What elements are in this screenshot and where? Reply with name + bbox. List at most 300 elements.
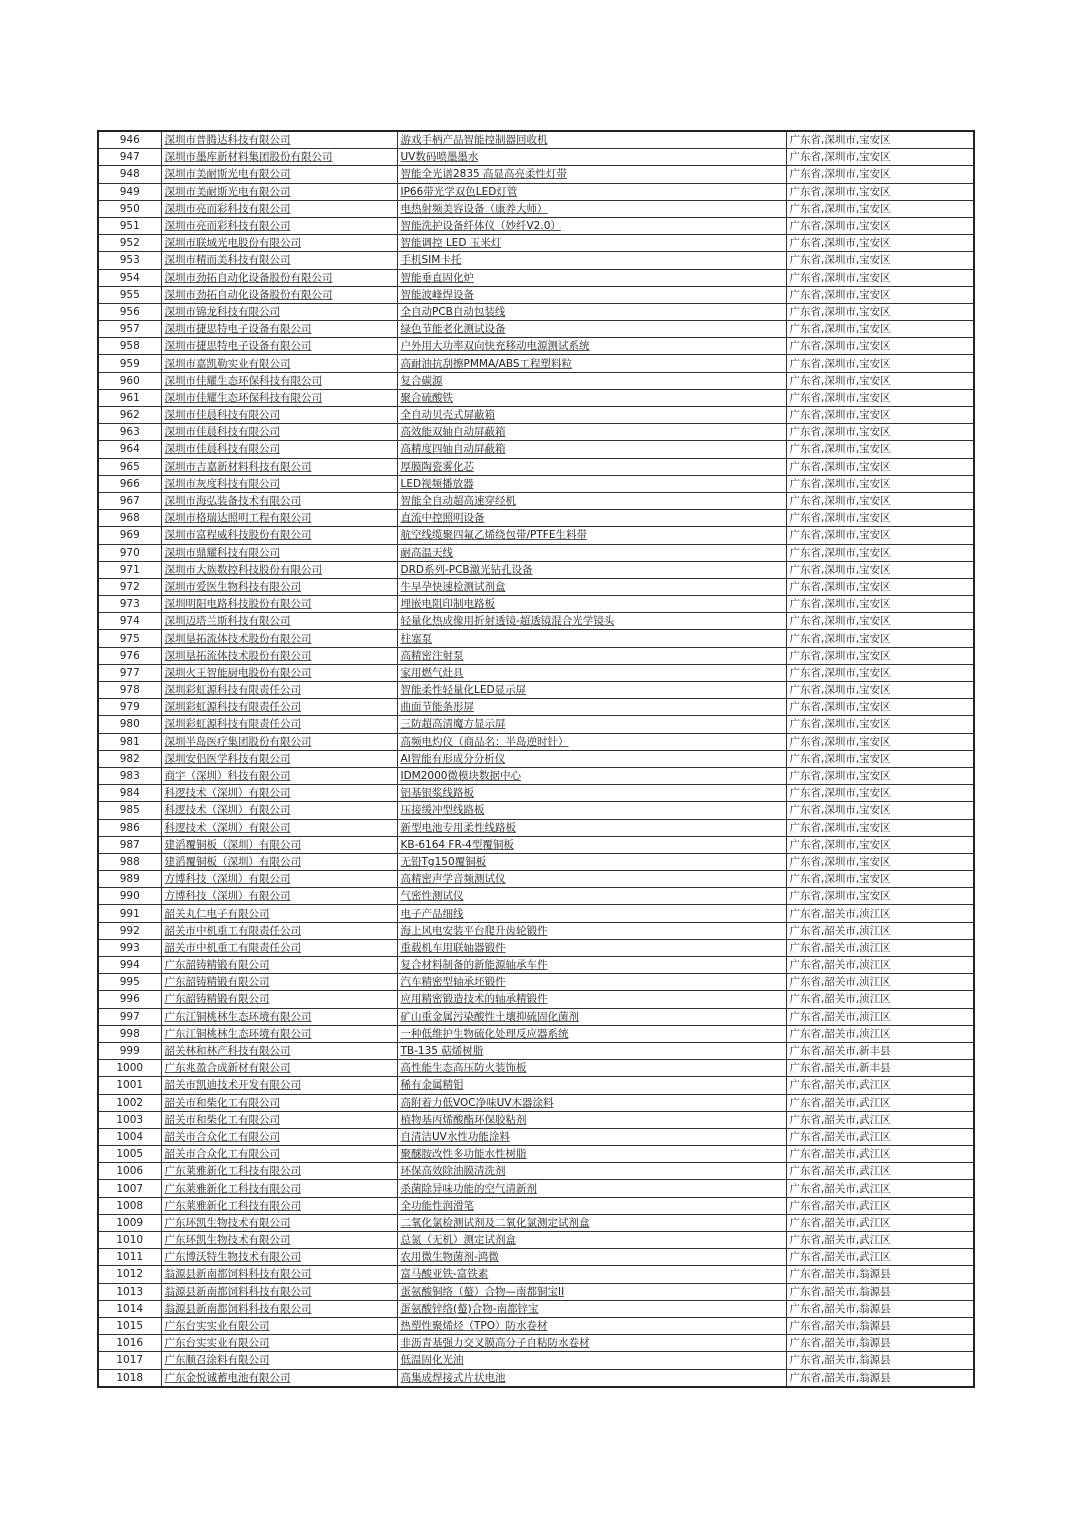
company-name-cell: 广东韶铸精锻有限公司 (161, 957, 397, 974)
region-cell: 广东省,韶关市,武江区 (786, 1128, 974, 1145)
product-name-cell: 智能调控 LED 玉米灯 (397, 235, 786, 252)
company-name-cell: 韶关市和柴化工有限公司 (161, 1111, 397, 1128)
company-name-cell: 广东莱雅新化工科技有限公司 (161, 1180, 397, 1197)
region-cell: 广东省,深圳市,宝安区 (786, 819, 974, 836)
table-row (98, 939, 974, 956)
region-cell: 广东省,深圳市,宝安区 (786, 871, 974, 888)
region-cell: 广东省,深圳市,宝安区 (786, 802, 974, 819)
company-name-cell: 深圳市锦龙科技有限公司 (161, 303, 397, 320)
row-number-cell: 1000 (98, 1060, 161, 1077)
table-row (98, 492, 974, 509)
row-number-cell: 999 (98, 1042, 161, 1059)
row-number-cell: 970 (98, 544, 161, 561)
product-name-cell: 高精度四轴自动屏蔽箱 (397, 441, 786, 458)
region-cell: 广东省,深圳市,宝安区 (786, 596, 974, 613)
company-name-cell: 广东江铜桃林生态环境有限公司 (161, 1008, 397, 1025)
region-cell: 广东省,韶关市,武江区 (786, 1214, 974, 1231)
region-cell: 广东省,深圳市,宝安区 (786, 407, 974, 424)
row-number-cell: 982 (98, 750, 161, 767)
product-name-cell: 三防超高清魔方显示屏 (397, 716, 786, 733)
product-name-cell: LED视频播放器 (397, 475, 786, 492)
company-name-cell: 深圳彩虹源科技有限责任公司 (161, 716, 397, 733)
table-row (98, 338, 974, 355)
row-number-cell: 947 (98, 149, 161, 166)
row-number-cell: 992 (98, 922, 161, 939)
company-name-cell: 深圳市佳耀生态环保科技有限公司 (161, 389, 397, 406)
row-number-cell: 991 (98, 905, 161, 922)
company-name-cell: 科逻技术（深圳）有限公司 (161, 802, 397, 819)
row-number-cell: 979 (98, 699, 161, 716)
product-name-cell: 聚醚胺改性多功能水性树脂 (397, 1146, 786, 1163)
row-number-cell: 1014 (98, 1300, 161, 1317)
company-name-cell: 深圳市吉嘉新材料科技有限公司 (161, 458, 397, 475)
table-row (98, 1369, 974, 1387)
row-number-cell: 955 (98, 286, 161, 303)
product-name-cell: 矿山重金属污染酸性土壤抑硫固化菌剂 (397, 1008, 786, 1025)
table-row (98, 235, 974, 252)
table-row (98, 1163, 974, 1180)
company-name-cell: 韶关市凯迪技术开发有限公司 (161, 1077, 397, 1094)
region-cell: 广东省,深圳市,宝安区 (786, 716, 974, 733)
table-row (98, 819, 974, 836)
product-name-cell: 轻量化热成像用折射透镜-超透镜混合光学镜头 (397, 613, 786, 630)
row-number-cell: 996 (98, 991, 161, 1008)
region-cell: 广东省,深圳市,宝安区 (786, 836, 974, 853)
region-cell: 广东省,韶关市,武江区 (786, 1249, 974, 1266)
region-cell: 广东省,深圳市,宝安区 (786, 544, 974, 561)
row-number-cell: 949 (98, 183, 161, 200)
region-cell: 广东省,深圳市,宝安区 (786, 200, 974, 217)
row-number-cell: 1007 (98, 1180, 161, 1197)
product-name-cell: UV数码喷墨墨水 (397, 149, 786, 166)
company-name-cell: 深圳火王智能厨电股份有限公司 (161, 664, 397, 681)
product-name-cell: 牛早孕快速检测试剂盒 (397, 578, 786, 595)
table-row (98, 561, 974, 578)
table-row (98, 458, 974, 475)
row-number-cell: 968 (98, 510, 161, 527)
row-number-cell: 959 (98, 355, 161, 372)
region-cell: 广东省,深圳市,宝安区 (786, 527, 974, 544)
company-name-cell: 广东韶铸精锻有限公司 (161, 991, 397, 1008)
company-name-cell: 深圳明阳电路科技股份有限公司 (161, 596, 397, 613)
table-row (98, 544, 974, 561)
table-row (98, 252, 974, 269)
company-name-cell: 深圳市捷思特电子设备有限公司 (161, 321, 397, 338)
product-name-cell: 铝基银浆线路板 (397, 785, 786, 802)
row-number-cell: 975 (98, 630, 161, 647)
region-cell: 广东省,韶关市,翁源县 (786, 1283, 974, 1300)
product-name-cell: 智能垂直固化炉 (397, 269, 786, 286)
region-cell: 广东省,韶关市,翁源县 (786, 1369, 974, 1387)
product-name-cell: KB-6164 FR-4型覆铜板 (397, 836, 786, 853)
region-cell: 广东省,深圳市,宝安区 (786, 183, 974, 200)
company-name-cell: 广东台实实业有限公司 (161, 1335, 397, 1352)
table-row (98, 1128, 974, 1145)
company-name-cell: 深圳市格瑞达照明工程有限公司 (161, 510, 397, 527)
region-cell: 广东省,深圳市,宝安区 (786, 303, 974, 320)
product-name-cell: 海上风电安装平台爬升齿轮锻件 (397, 922, 786, 939)
table-row (98, 785, 974, 802)
company-name-cell: 韶关市合众化工有限公司 (161, 1128, 397, 1145)
table-row (98, 836, 974, 853)
row-number-cell: 946 (98, 131, 161, 149)
product-name-cell: 聚合硫酸铁 (397, 389, 786, 406)
table-row (98, 1111, 974, 1128)
table-row (98, 1232, 974, 1249)
table-row (98, 630, 974, 647)
row-number-cell: 969 (98, 527, 161, 544)
table-row (98, 1060, 974, 1077)
company-name-cell: 韶关市中机重工有限责任公司 (161, 922, 397, 939)
product-name-cell: TB-135 萜烯树脂 (397, 1042, 786, 1059)
product-name-cell: 高精密注射泵 (397, 647, 786, 664)
product-name-cell: 稀有金属精钼 (397, 1077, 786, 1094)
row-number-cell: 1010 (98, 1232, 161, 1249)
region-cell: 广东省,深圳市,宝安区 (786, 217, 974, 234)
row-number-cell: 957 (98, 321, 161, 338)
row-number-cell: 994 (98, 957, 161, 974)
company-name-cell: 深圳垦拓流体技术股份有限公司 (161, 630, 397, 647)
product-name-cell: 自清洁UV水性功能涂料 (397, 1128, 786, 1145)
row-number-cell: 976 (98, 647, 161, 664)
region-cell: 广东省,韶关市,武江区 (786, 1232, 974, 1249)
region-cell: 广东省,韶关市,翁源县 (786, 1300, 974, 1317)
row-number-cell: 964 (98, 441, 161, 458)
product-name-cell: DRD系列-PCB激光钻孔设备 (397, 561, 786, 578)
company-name-cell: 翁源县新南都饲料科技有限公司 (161, 1266, 397, 1283)
row-number-cell: 963 (98, 424, 161, 441)
product-name-cell: 植物基丙烯酸酯环保胶粘剂 (397, 1111, 786, 1128)
table-row (98, 389, 974, 406)
company-name-cell: 深圳垦拓流体技术股份有限公司 (161, 647, 397, 664)
product-name-cell: 电热射频美容设备（康养大师） (397, 200, 786, 217)
row-number-cell: 953 (98, 252, 161, 269)
company-name-cell: 深圳迈塔兰斯科技有限公司 (161, 613, 397, 630)
row-number-cell: 1017 (98, 1352, 161, 1369)
product-name-cell: 高附着力低VOC净味UV木器涂料 (397, 1094, 786, 1111)
product-name-cell: 航空线缆聚四氟乙烯绕包带/PTFE生料带 (397, 527, 786, 544)
product-name-cell: 总氮（无机）测定试剂盒 (397, 1232, 786, 1249)
product-name-cell: 压接缓冲型线路板 (397, 802, 786, 819)
row-number-cell: 978 (98, 682, 161, 699)
table-row (98, 286, 974, 303)
region-cell: 广东省,深圳市,宝安区 (786, 578, 974, 595)
region-cell: 广东省,深圳市,宝安区 (786, 630, 974, 647)
row-number-cell: 1015 (98, 1317, 161, 1334)
product-name-cell: 环保高效除油膜清洗剂 (397, 1163, 786, 1180)
table-row (98, 149, 974, 166)
table-row (98, 1008, 974, 1025)
region-cell: 广东省,韶关市,浈江区 (786, 1008, 974, 1025)
region-cell: 广东省,韶关市,翁源县 (786, 1335, 974, 1352)
region-cell: 广东省,深圳市,宝安区 (786, 269, 974, 286)
product-name-cell: 游戏手柄产品智能控制器回收机 (397, 131, 786, 149)
product-name-cell: 富马酸亚铁-富铁素 (397, 1266, 786, 1283)
table-row (98, 1352, 974, 1369)
company-name-cell: 深圳市精而美科技有限公司 (161, 252, 397, 269)
table-row (98, 888, 974, 905)
company-name-cell: 深圳市嘉凯勒实业有限公司 (161, 355, 397, 372)
company-name-cell: 深圳彩虹源科技有限责任公司 (161, 682, 397, 699)
table-row (98, 510, 974, 527)
table-row (98, 1180, 974, 1197)
region-cell: 广东省,深圳市,宝安区 (786, 699, 974, 716)
row-number-cell: 1011 (98, 1249, 161, 1266)
company-name-cell: 深圳半岛医疗集团股份有限公司 (161, 733, 397, 750)
table-row (98, 1300, 974, 1317)
region-cell: 广东省,深圳市,宝安区 (786, 888, 974, 905)
table-row (98, 613, 974, 630)
company-name-cell: 深圳安侣医学科技有限公司 (161, 750, 397, 767)
company-name-cell: 广东江铜桃林生态环境有限公司 (161, 1025, 397, 1042)
row-number-cell: 987 (98, 836, 161, 853)
row-number-cell: 950 (98, 200, 161, 217)
product-name-cell: 高耐油抗刮擦PMMA/ABS工程塑料粒 (397, 355, 786, 372)
table-row (98, 1317, 974, 1334)
region-cell: 广东省,深圳市,宝安区 (786, 372, 974, 389)
row-number-cell: 1016 (98, 1335, 161, 1352)
table-row (98, 355, 974, 372)
product-name-cell: 全功能性润滑笔 (397, 1197, 786, 1214)
region-cell: 广东省,深圳市,宝安区 (786, 475, 974, 492)
company-name-cell: 广东环凯生物技术有限公司 (161, 1232, 397, 1249)
region-cell: 广东省,韶关市,浈江区 (786, 991, 974, 1008)
region-cell: 广东省,韶关市,武江区 (786, 1111, 974, 1128)
company-name-cell: 建滔覆铜板（深圳）有限公司 (161, 836, 397, 853)
product-name-cell: 智能全光谱2835 高显高亮柔性灯带 (397, 166, 786, 183)
row-number-cell: 962 (98, 407, 161, 424)
row-number-cell: 997 (98, 1008, 161, 1025)
region-cell: 广东省,深圳市,宝安区 (786, 561, 974, 578)
row-number-cell: 977 (98, 664, 161, 681)
company-name-cell: 深圳市佳晨科技有限公司 (161, 407, 397, 424)
row-number-cell: 966 (98, 475, 161, 492)
region-cell: 广东省,韶关市,翁源县 (786, 1266, 974, 1283)
company-name-cell: 韶关丸仁电子有限公司 (161, 905, 397, 922)
region-cell: 广东省,深圳市,宝安区 (786, 321, 974, 338)
product-name-cell: 直流中控照明设备 (397, 510, 786, 527)
product-name-cell: 耐高温天线 (397, 544, 786, 561)
row-number-cell: 1013 (98, 1283, 161, 1300)
table-row (98, 1197, 974, 1214)
row-number-cell: 1012 (98, 1266, 161, 1283)
table-row (98, 922, 974, 939)
region-cell: 广东省,韶关市,武江区 (786, 1197, 974, 1214)
region-cell: 广东省,韶关市,浈江区 (786, 1025, 974, 1042)
product-name-cell: 复合材料制备的新能源轴承车件 (397, 957, 786, 974)
company-name-cell: 深圳市佳晨科技有限公司 (161, 441, 397, 458)
product-name-cell: 二氧化氯检测试剂及二氧化氯测定试剂盒 (397, 1214, 786, 1231)
table-row (98, 424, 974, 441)
table-row (98, 1094, 974, 1111)
company-name-cell: 深圳市美耐斯光电有限公司 (161, 166, 397, 183)
company-name-cell: 韶关市中机重工有限责任公司 (161, 939, 397, 956)
company-name-cell: 深圳市大族数控科技股份有限公司 (161, 561, 397, 578)
row-number-cell: 983 (98, 767, 161, 784)
row-number-cell: 952 (98, 235, 161, 252)
product-name-cell: 蛋氨酸铜络（螯）合物—南都铜宝II (397, 1283, 786, 1300)
company-name-cell: 深圳市美耐斯光电有限公司 (161, 183, 397, 200)
product-name-cell: 高集成焊接式片状电池 (397, 1369, 786, 1387)
company-name-cell: 深圳市亮而彩科技有限公司 (161, 200, 397, 217)
table-row (98, 200, 974, 217)
region-cell: 广东省,深圳市,宝安区 (786, 682, 974, 699)
company-name-cell: 翁源县新南都饲料科技有限公司 (161, 1300, 397, 1317)
product-name-cell: 高性能生态高压防火装饰板 (397, 1060, 786, 1077)
row-number-cell: 1018 (98, 1369, 161, 1387)
region-cell: 广东省,深圳市,宝安区 (786, 785, 974, 802)
region-cell: 广东省,深圳市,宝安区 (786, 458, 974, 475)
product-name-cell: 手机SIM卡托 (397, 252, 786, 269)
region-cell: 广东省,韶关市,翁源县 (786, 1317, 974, 1334)
row-number-cell: 958 (98, 338, 161, 355)
table-row (98, 767, 974, 784)
region-cell: 广东省,深圳市,宝安区 (786, 149, 974, 166)
product-name-cell: 智能全自动超高速穿经机 (397, 492, 786, 509)
company-name-cell: 深圳市佳晨科技有限公司 (161, 424, 397, 441)
product-name-cell: IDM2000微模块数据中心 (397, 767, 786, 784)
product-name-cell: 农用微生物菌剂-鸿微 (397, 1249, 786, 1266)
row-number-cell: 974 (98, 613, 161, 630)
region-cell: 广东省,深圳市,宝安区 (786, 131, 974, 149)
company-name-cell: 韶关林和林产科技有限公司 (161, 1042, 397, 1059)
product-name-cell: 一种低维护生物硫化处理反应器系统 (397, 1025, 786, 1042)
product-name-cell: 应用精密锻造技术的轴承精锻件 (397, 991, 786, 1008)
row-number-cell: 960 (98, 372, 161, 389)
product-name-cell: 埋嵌电阻印制电路板 (397, 596, 786, 613)
table-row (98, 699, 974, 716)
table-row (98, 1146, 974, 1163)
company-name-cell: 广东顺召涂料有限公司 (161, 1352, 397, 1369)
table-row (98, 321, 974, 338)
table-row (98, 664, 974, 681)
table-row (98, 802, 974, 819)
product-name-cell: 全自动PCB自动包装线 (397, 303, 786, 320)
region-cell: 广东省,韶关市,新丰县 (786, 1042, 974, 1059)
row-number-cell: 965 (98, 458, 161, 475)
product-name-cell: 厚膜陶瓷雾化芯 (397, 458, 786, 475)
table-row (98, 716, 974, 733)
table-row (98, 1283, 974, 1300)
table-row (98, 303, 974, 320)
company-name-cell: 深圳市灰度科技有限公司 (161, 475, 397, 492)
region-cell: 广东省,深圳市,宝安区 (786, 664, 974, 681)
row-number-cell: 1003 (98, 1111, 161, 1128)
row-number-cell: 993 (98, 939, 161, 956)
table-row (98, 578, 974, 595)
product-name-cell: 家用燃气灶具 (397, 664, 786, 681)
product-name-cell: 智能洗护设备纤体仪（妙纤V2.0） (397, 217, 786, 234)
region-cell: 广东省,韶关市,新丰县 (786, 1060, 974, 1077)
row-number-cell: 1001 (98, 1077, 161, 1094)
region-cell: 广东省,深圳市,宝安区 (786, 424, 974, 441)
row-number-cell: 985 (98, 802, 161, 819)
row-number-cell: 1006 (98, 1163, 161, 1180)
table-row (98, 1077, 974, 1094)
table-row (98, 991, 974, 1008)
row-number-cell: 956 (98, 303, 161, 320)
row-number-cell: 967 (98, 492, 161, 509)
product-name-cell: 曲面节能条形屏 (397, 699, 786, 716)
table-row (98, 1266, 974, 1283)
region-cell: 广东省,深圳市,宝安区 (786, 510, 974, 527)
company-name-cell: 深圳市佳耀生态环保科技有限公司 (161, 372, 397, 389)
region-cell: 广东省,韶关市,浈江区 (786, 922, 974, 939)
company-name-cell: 深圳市海弘装备技术有限公司 (161, 492, 397, 509)
table-row (98, 1025, 974, 1042)
region-cell: 广东省,深圳市,宝安区 (786, 355, 974, 372)
product-name-cell: AI智能有形成分分析仪 (397, 750, 786, 767)
table-row (98, 1335, 974, 1352)
company-name-cell: 广东金悦诚蓄电池有限公司 (161, 1369, 397, 1387)
table-row (98, 269, 974, 286)
table-row (98, 217, 974, 234)
region-cell: 广东省,韶关市,浈江区 (786, 974, 974, 991)
product-name-cell: 气密性测试仪 (397, 888, 786, 905)
company-name-cell: 广东莱雅新化工科技有限公司 (161, 1197, 397, 1214)
region-cell: 广东省,深圳市,宝安区 (786, 286, 974, 303)
row-number-cell: 980 (98, 716, 161, 733)
region-cell: 广东省,韶关市,武江区 (786, 1163, 974, 1180)
company-name-cell: 深圳市亮而彩科技有限公司 (161, 217, 397, 234)
table-row (98, 1042, 974, 1059)
product-name-cell: 高效能双轴自动屏蔽箱 (397, 424, 786, 441)
row-number-cell: 948 (98, 166, 161, 183)
table-row (98, 871, 974, 888)
row-number-cell: 989 (98, 871, 161, 888)
region-cell: 广东省,深圳市,宝安区 (786, 853, 974, 870)
product-name-cell: 汽车精密型轴承坯锻件 (397, 974, 786, 991)
company-name-cell: 深圳市联域光电股份有限公司 (161, 235, 397, 252)
row-number-cell: 995 (98, 974, 161, 991)
table-row (98, 475, 974, 492)
row-number-cell: 972 (98, 578, 161, 595)
row-number-cell: 988 (98, 853, 161, 870)
region-cell: 广东省,韶关市,武江区 (786, 1146, 974, 1163)
product-name-cell: 智能柔性轻量化LED显示屏 (397, 682, 786, 699)
company-name-cell: 广东环凯生物技术有限公司 (161, 1214, 397, 1231)
row-number-cell: 990 (98, 888, 161, 905)
region-cell: 广东省,深圳市,宝安区 (786, 252, 974, 269)
product-name-cell: 高频电灼仪（商品名：半岛逆时针） (397, 733, 786, 750)
product-name-cell: 复合碳源 (397, 372, 786, 389)
table-row (98, 441, 974, 458)
table-row (98, 905, 974, 922)
region-cell: 广东省,深圳市,宝安区 (786, 750, 974, 767)
table-row (98, 166, 974, 183)
region-cell: 广东省,深圳市,宝安区 (786, 733, 974, 750)
company-name-cell: 深圳市劲拓自动化设备股份有限公司 (161, 269, 397, 286)
region-cell: 广东省,深圳市,宝安区 (786, 389, 974, 406)
company-name-cell: 广东莱雅新化工科技有限公司 (161, 1163, 397, 1180)
company-name-cell: 翁源县新南都饲料科技有限公司 (161, 1283, 397, 1300)
row-number-cell: 981 (98, 733, 161, 750)
product-name-cell: 热塑性聚烯烃（TPO）防水卷材 (397, 1317, 786, 1334)
company-name-cell: 深圳市普腾达科技有限公司 (161, 131, 397, 149)
product-name-cell: 绿色节能老化测试设备 (397, 321, 786, 338)
company-name-cell: 科逻技术（深圳）有限公司 (161, 785, 397, 802)
company-name-cell: 深圳彩虹源科技有限责任公司 (161, 699, 397, 716)
product-name-cell: 重载机车用联轴器锻件 (397, 939, 786, 956)
product-name-cell: 高精密声学音频测试仪 (397, 871, 786, 888)
product-name-cell: 蛋氨酸锌络(螯)合物-南都锌宝 (397, 1300, 786, 1317)
row-number-cell: 973 (98, 596, 161, 613)
region-cell: 广东省,韶关市,浈江区 (786, 957, 974, 974)
region-cell: 广东省,深圳市,宝安区 (786, 613, 974, 630)
product-name-cell: 低温固化光油 (397, 1352, 786, 1369)
table-body (98, 131, 974, 1387)
row-number-cell: 1009 (98, 1214, 161, 1231)
